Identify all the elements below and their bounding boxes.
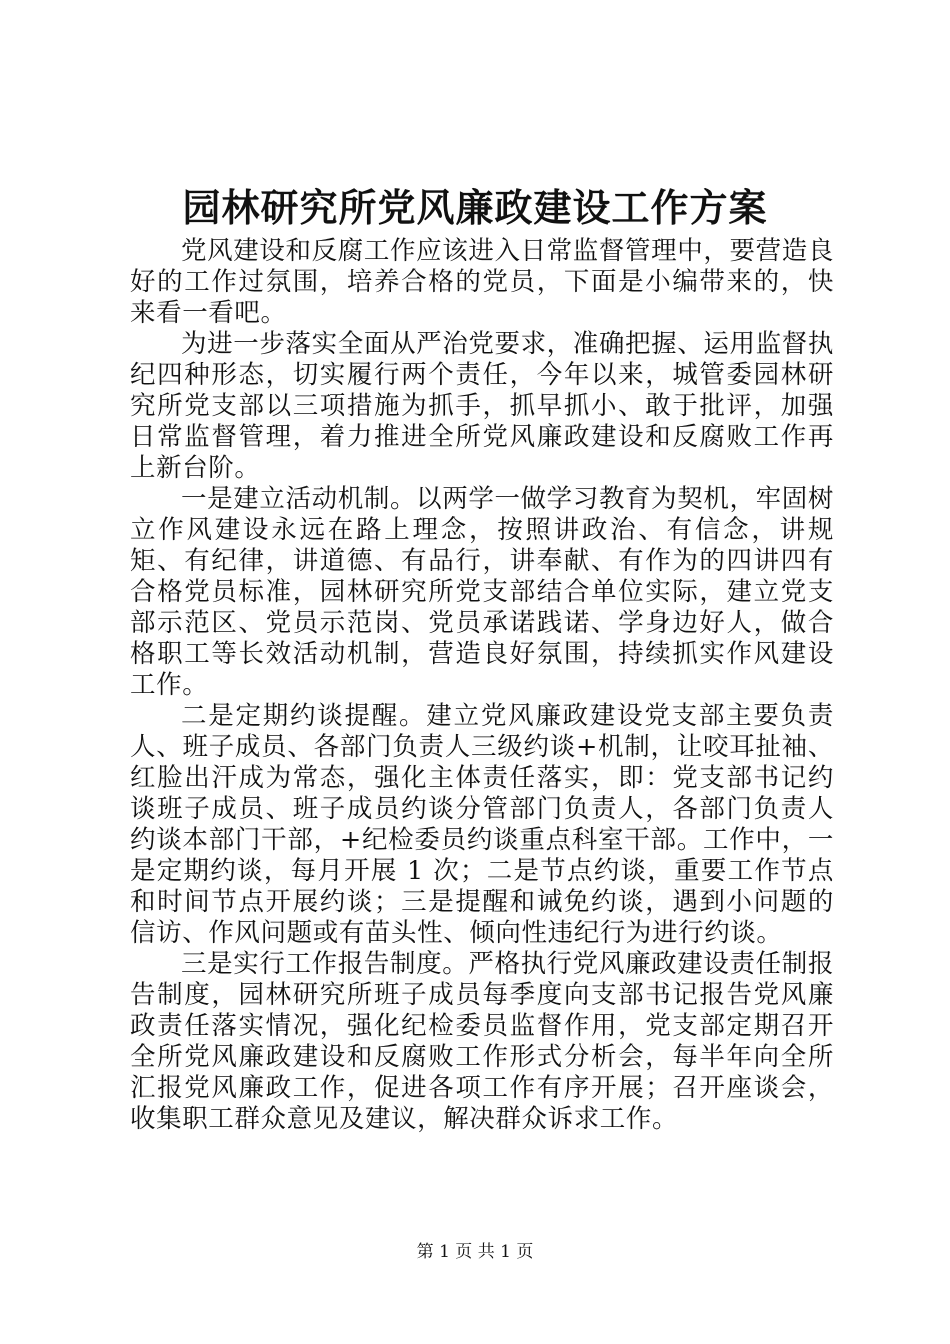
page-number-footer: 第 1 页 共 1 页 bbox=[416, 1242, 534, 1262]
paragraph-measure-3: 三是实行工作报告制度。严格执行党风廉政建设责任制报告制度，园林研究所班子成员每季度向支部书记报告党风廉政责任落实情况，强化纪检委员监督作用，党支部定期召开全所党风廉政建设和反腐败工作形式分析会，每半年向全所汇报党风廉政工作，促进各项工作有序开展；召开座谈会，收集职工群众意见及建议，解决群众诉求工作。 bbox=[130, 949, 834, 1134]
paragraph-intro: 党风建设和反腐工作应该进入日常监督管理中，要营造良好的工作过氛围，培养合格的党员，下面是小编带来的，快来看一看吧。 bbox=[130, 236, 834, 328]
document-body bbox=[130, 236, 834, 1135]
page-title: 园林研究所党风廉政建设工作方案 bbox=[182, 185, 768, 230]
paragraph-measure-2: 二是定期约谈提醒。建立党风廉政建设党支部主要负责人、班子成员、各部门负责人三级约谈+机制，让咬耳扯袖、红脸出汗成为常态，强化主体责任落实，即：党支部书记约谈班子成员、班子成员约谈分管部门负责人，各部门负责人约谈本部门干部，+纪检委员约谈重点科室干部。工作中，一是定期约谈，每月开展 1 次；二是节点约谈，重要工作节点和时间节点开展约谈；三是提醒和诫免约谈，遇到小问题的信访、作风问题或有苗头性、倾向性违纪行为进行约谈。 bbox=[130, 701, 834, 948]
paragraph-overview: 为进一步落实全面从严治党要求，准确把握、运用监督执纪四种形态，切实履行两个责任，今年以来，城管委园林研究所党支部以三项措施为抓手，抓早抓小、敢于批评，加强日常监督管理，着力推进全所党风廉政建设和反腐败工作再上新台阶。 bbox=[130, 329, 834, 483]
paragraph-measure-1: 一是建立活动机制。以两学一做学习教育为契机，牢固树立作风建设永远在路上理念，按照讲政治、有信念，讲规矩、有纪律，讲道德、有品行，讲奉献、有作为的四讲四有合格党员标准，园林研究所党支部结合单位实际，建立党支部示范区、党员示范岗、党员承诺践诺、学身边好人，做合格职工等长效活动机制，营造良好氛围，持续抓实作风建设工作。 bbox=[130, 484, 834, 700]
